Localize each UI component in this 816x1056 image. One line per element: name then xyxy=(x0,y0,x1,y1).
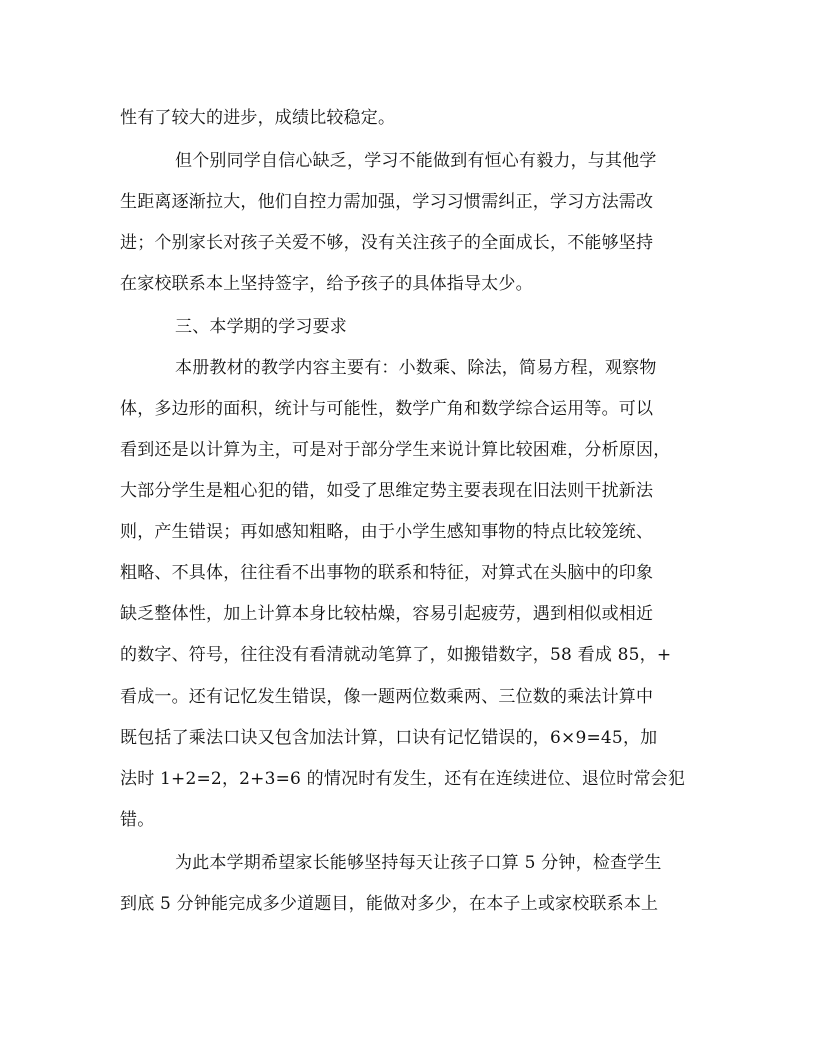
text-line-3: 生距离逐渐拉大，他们自控力需加强，学习习惯需纠正，学习方法需改 xyxy=(120,192,654,212)
section-heading: 三、本学期的学习要求 xyxy=(175,317,347,337)
text-line-9: 看到还是以计算为主，可是对于部分学生来说计算比较困难，分析原因， xyxy=(120,440,671,460)
text-line-1: 性有了较大的进步，成绩比较稳定。 xyxy=(120,108,396,128)
text-line-2: 但个别同学自信心缺乏，学习不能做到有恒心有毅力，与其他学 xyxy=(175,151,657,171)
text-line-8: 体，多边形的面积，统计与可能性，数学广角和数学综合运用等。可以 xyxy=(120,399,654,419)
text-line-15: 看成一。还有记忆发生错误，像一题两位数乘两、三位数的乘法计算中 xyxy=(120,687,654,707)
text-line-18: 错。 xyxy=(120,810,155,830)
text-line-4: 进；个别家长对孩子关爱不够，没有关注孩子的全面成长，不能够坚持 xyxy=(120,233,654,253)
text-line-13: 缺乏整体性，加上计算本身比较枯燥，容易引起疲劳，遇到相似或相近 xyxy=(120,604,654,624)
text-line-17: 法时 1+2=2，2+3=6 的情况时有发生，还有在连续进位、退位时常会犯 xyxy=(120,769,686,789)
text-line-12: 粗略、不具体，往往看不出事物的联系和特征，对算式在头脑中的印象 xyxy=(120,563,654,583)
text-line-7: 本册教材的教学内容主要有：小数乘、除法，简易方程，观察物 xyxy=(175,358,657,378)
text-line-5: 在家校联系本上坚持签字，给予孩子的具体指导太少。 xyxy=(120,274,533,294)
text-line-16: 既包括了乘法口诀又包含加法计算，口诀有记忆错误的，6×9=45，加 xyxy=(120,728,658,748)
text-line-11: 则，产生错误；再如感知粗略，由于小学生感知事物的特点比较笼统、 xyxy=(120,522,654,542)
text-line-19: 为此本学期希望家长能够坚持每天让孩子口算 5 分钟，检查学生 xyxy=(175,853,662,873)
text-line-10: 大部分学生是粗心犯的错，如受了思维定势主要表现在旧法则干扰新法 xyxy=(120,481,654,501)
text-line-14: 的数字、符号，往往没有看清就动笔算了，如搬错数字，58 看成 85，+ xyxy=(120,645,672,665)
text-line-20: 到底 5 分钟能完成多少道题目，能做对多少，在本子上或家校联系本上 xyxy=(120,894,659,914)
